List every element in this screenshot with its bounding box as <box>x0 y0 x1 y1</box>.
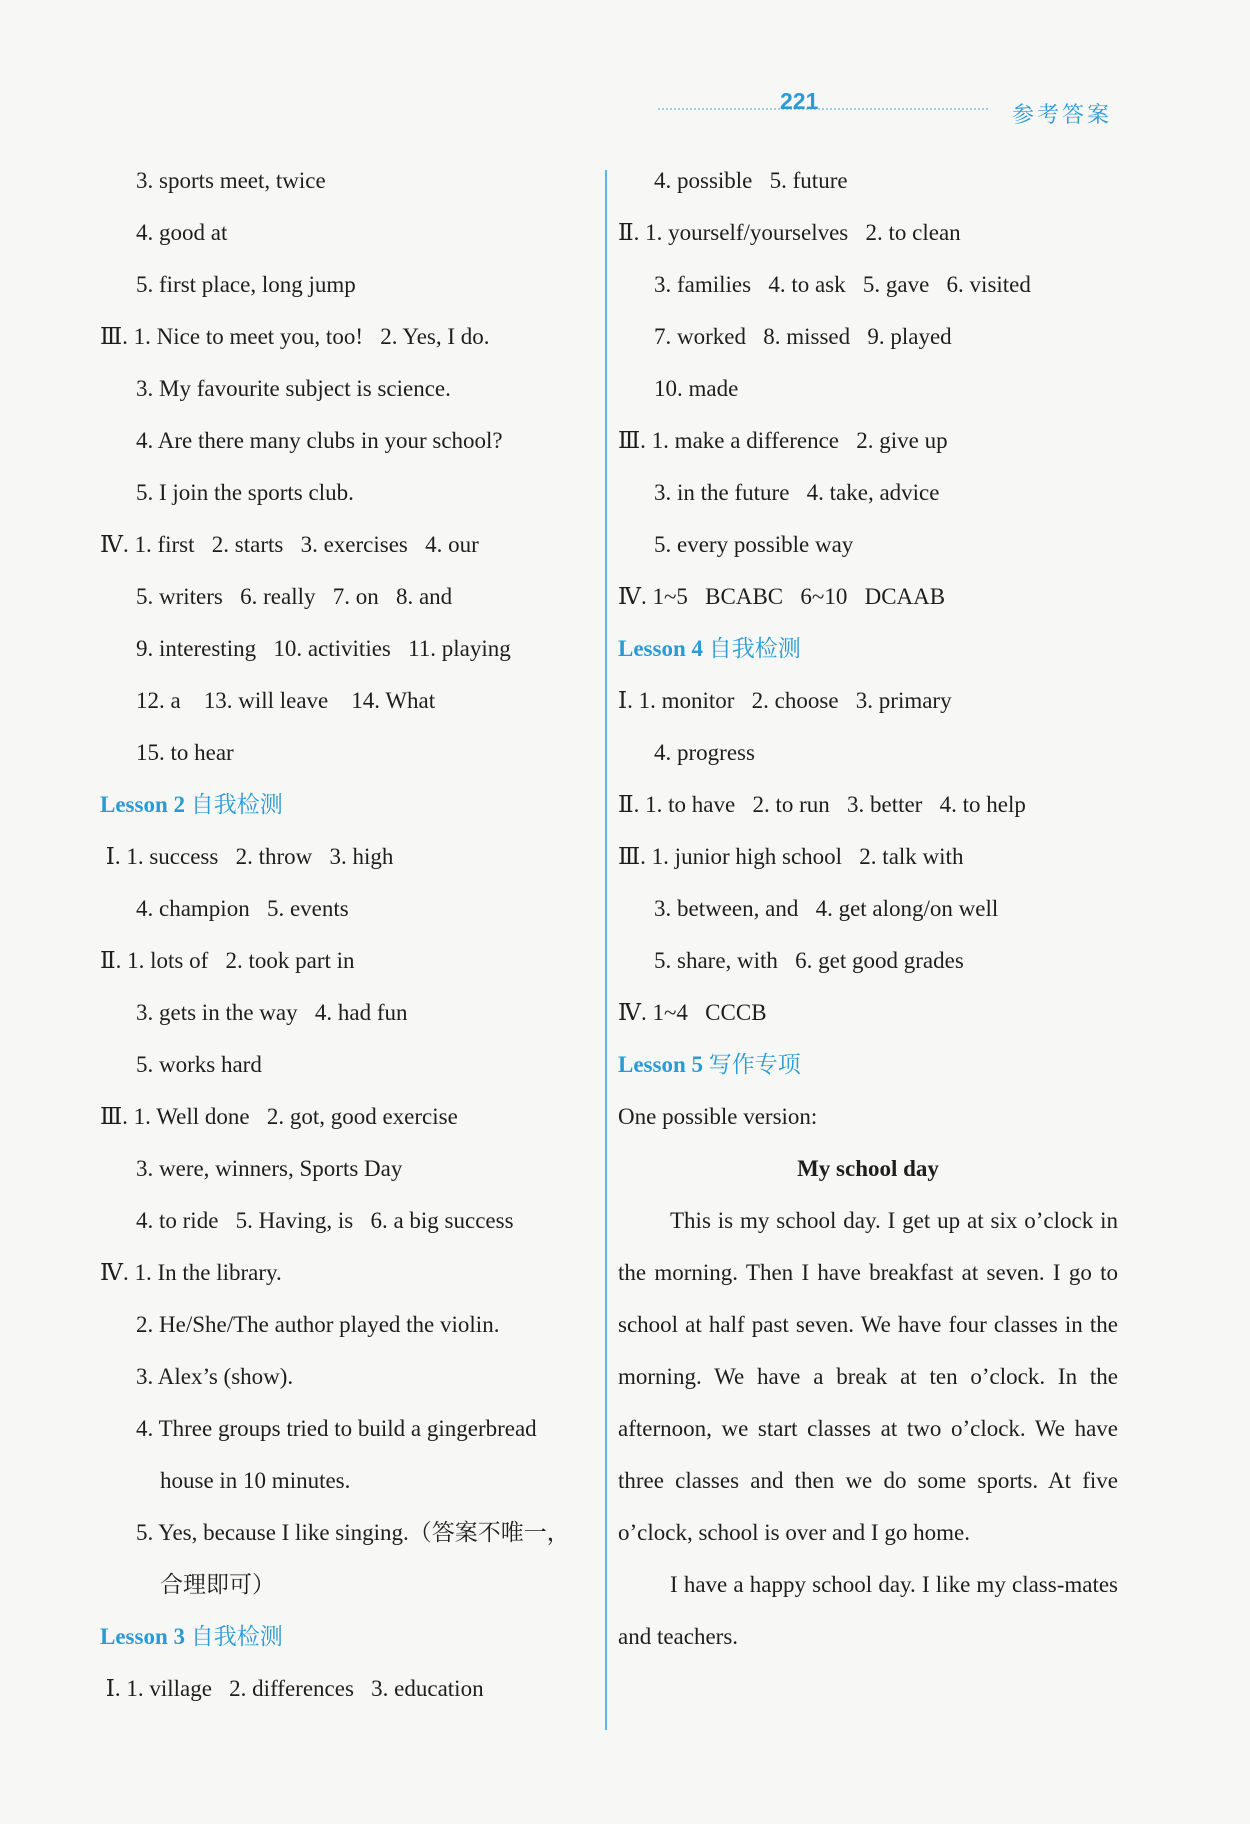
lesson-heading-chinese: 自我检测 <box>708 636 801 662</box>
answer-line: One possible version: <box>618 1104 818 1129</box>
answer-line: 4. progress <box>654 740 755 765</box>
answer-line: 4. good at <box>136 220 228 245</box>
essay-paragraph: This is my school day. I get up at six o’clock in the morning. Then I have breakfast at seven. I go to school at half past seven. We have four classes in the morning. We have a break at ten o’clock. In the afternoon, we start classes at two o’clock. We have three classes and then we do some sports. At five o’clock, school is over and I go home. <box>618 1208 1118 1545</box>
answer-line: 3. Alex’s (show). <box>136 1364 294 1389</box>
answer-line: Ⅳ. 1. first 2. starts 3. exercises 4. our <box>100 532 479 557</box>
lesson-heading-chinese: 写作专项 <box>708 1052 801 1078</box>
left-column <box>100 155 600 1715</box>
lesson-heading <box>100 1611 600 1663</box>
answer-line: 3. were, winners, Sports Day <box>136 1156 403 1181</box>
lesson-heading <box>618 1039 1118 1091</box>
answer-line: 5. writers 6. really 7. on 8. and <box>136 584 453 609</box>
answer-line: 4. Are there many clubs in your school? <box>136 428 503 453</box>
answer-line: 10. made <box>654 376 739 401</box>
answer-line: Ⅰ. 1. village 2. differences 3. education <box>100 1676 484 1701</box>
lesson-heading <box>618 623 1118 675</box>
answer-line: Ⅲ. 1. junior high school 2. talk with <box>618 844 964 869</box>
lesson-heading-label: Lesson 3 <box>100 1624 191 1649</box>
answer-line: Ⅳ. 1. In the library. <box>100 1260 282 1285</box>
lesson-heading-chinese: 自我检测 <box>190 792 283 818</box>
page-number: 221 <box>780 88 819 114</box>
answer-line: Ⅲ. 1. Well done 2. got, good exercise <box>100 1104 458 1129</box>
answer-line: 15. to hear <box>136 740 234 765</box>
answer-line: Ⅲ. 1. Nice to meet you, too! 2. Yes, I do. <box>100 324 490 349</box>
answer-line: 5. I join the sports club. <box>136 480 354 505</box>
answer-line: 合理即可） <box>160 1572 275 1597</box>
essay-paragraph: I have a happy school day. I like my class-mates and teachers. <box>618 1572 1118 1649</box>
answer-line: 3. sports meet, twice <box>136 168 326 193</box>
answer-line: Ⅳ. 1~4 CCCB <box>618 1000 767 1025</box>
answer-line: 5. works hard <box>136 1052 262 1077</box>
answer-line: 5. every possible way <box>654 532 854 557</box>
answer-line: Ⅱ. 1. yourself/yourselves 2. to clean <box>618 220 961 245</box>
answer-line: 9. interesting 10. activities 11. playing <box>136 636 511 661</box>
answer-line: 4. champion 5. events <box>136 896 349 921</box>
answer-line: 5. share, with 6. get good grades <box>654 948 964 973</box>
answer-line: 3. families 4. to ask 5. gave 6. visited <box>654 272 1031 297</box>
answer-line: 3. between, and 4. get along/on well <box>654 896 999 921</box>
page-header <box>640 88 1120 128</box>
answer-line: 12. a 13. will leave 14. What <box>136 688 436 713</box>
lesson-heading-label: Lesson 2 <box>100 792 191 817</box>
answer-line: 2. He/She/The author played the violin. <box>136 1312 500 1337</box>
answer-line: Ⅲ. 1. make a difference 2. give up <box>618 428 948 453</box>
answer-line: 5. first place, long jump <box>136 272 356 297</box>
answer-line: 4. to ride 5. Having, is 6. a big success <box>136 1208 514 1233</box>
answer-line: Ⅱ. 1. lots of 2. took part in <box>100 948 355 973</box>
right-column <box>618 155 1118 1663</box>
answer-line: 3. My favourite subject is science. <box>136 376 451 401</box>
answer-line: Ⅳ. 1~5 BCABC 6~10 DCAAB <box>618 584 946 609</box>
section-title: 参考答案 <box>1012 103 1113 128</box>
lesson-heading-label: Lesson 4 <box>618 636 709 661</box>
answer-line: Ⅰ. 1. monitor 2. choose 3. primary <box>618 688 952 713</box>
answer-line: 4. Three groups tried to build a gingerbread <box>136 1416 537 1441</box>
right-answer-list <box>618 155 1118 1143</box>
answer-line: 3. in the future 4. take, advice <box>654 480 940 505</box>
column-divider <box>605 170 607 1730</box>
answer-line: Ⅱ. 1. to have 2. to run 3. better 4. to help <box>618 792 1026 817</box>
lesson-heading <box>100 779 600 831</box>
answer-line: 4. possible 5. future <box>654 168 848 193</box>
lesson-heading-chinese: 自我检测 <box>190 1624 283 1650</box>
answer-line: 7. worked 8. missed 9. played <box>654 324 952 349</box>
answer-line: 3. gets in the way 4. had fun <box>136 1000 408 1025</box>
answer-line: house in 10 minutes. <box>160 1468 351 1493</box>
answer-line: Ⅰ. 1. success 2. throw 3. high <box>100 844 394 869</box>
header-decoration <box>658 108 988 110</box>
essay-title: My school day <box>797 1156 939 1181</box>
lesson-heading-label: Lesson 5 <box>618 1052 709 1077</box>
answer-line: 5. Yes, because I like singing.（答案不唯一， <box>136 1520 570 1545</box>
